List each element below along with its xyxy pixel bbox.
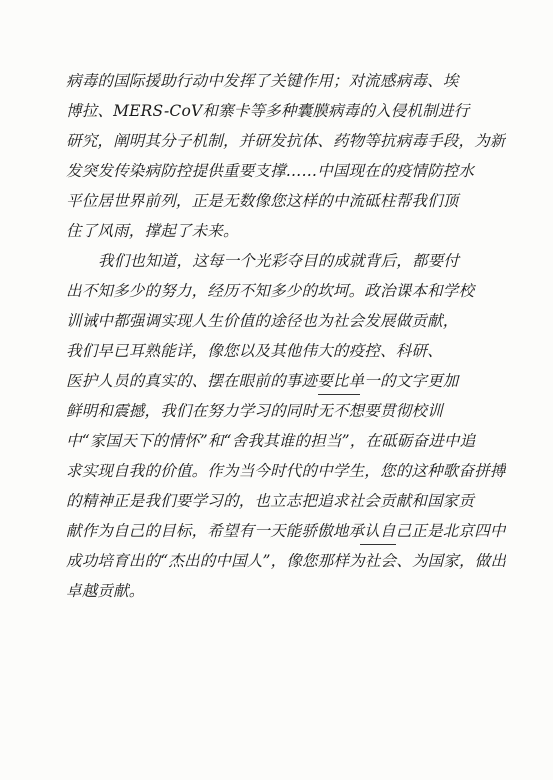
letter-line: 发突发传染病防控提供重要支撑……中国现在的疫情防控水 (66, 162, 475, 180)
letter-line: 的精神正是我们要学习的，也立志把追求社会贡献和国家贡 (66, 492, 475, 510)
letter-body (66, 66, 506, 606)
letter-line: 中“家国天下的情怀”和“舍我其谁的担当”，在砥砺奋进中追 (66, 432, 476, 450)
letter-line: 医护人员的真实的、摆在眼前的事迹要比单一的文字更加 (66, 372, 459, 390)
letter-line: 训诫中都强调实现人生价值的途径也为社会发展做贡献， (66, 312, 459, 330)
letter-line: 献作为自己的目标，希望有一天能骄傲地承认自己正是北京四中 (66, 522, 506, 540)
underline-mark (318, 394, 360, 395)
letter-line: 求实现自我的价值。作为当今时代的中学生，您的这种歌奋拼搏 (66, 462, 506, 480)
letter-line: 研究，阐明其分子机制，并研发抗体、药物等抗病毒手段，为新 (66, 132, 506, 150)
letter-line: 住了风雨，撑起了未来。 (66, 222, 239, 240)
letter-line: 成功培育出的“杰出的中国人”，像您那样为社会、为国家，做出 (66, 552, 506, 570)
letter-line: 病毒的国际援助行动中发挥了关键作用；对流感病毒、埃 (66, 72, 459, 90)
letter-line: 鲜明和震撼，我们在努力学习的同时无不想要贯彻校训 (66, 402, 443, 420)
letter-line: 平位居世界前列，正是无数像您这样的中流砥柱帮我们顶 (66, 192, 459, 210)
letter-line: 我们早已耳熟能详，像您以及其他伟大的疫控、科研、 (66, 342, 443, 360)
letter-line: 我们也知道，这每一个光彩夺目的成就背后，都要付 (98, 252, 460, 270)
letter-line: 卓越贡献。 (66, 582, 145, 600)
letter-line: 博拉、MERS-CoV和寨卡等多种囊膜病毒的入侵机制进行 (66, 102, 470, 120)
letter-line: 出不知多少的努力，经历不知多少的坎坷。政治课本和学校 (66, 282, 475, 300)
underline-mark (360, 544, 396, 545)
